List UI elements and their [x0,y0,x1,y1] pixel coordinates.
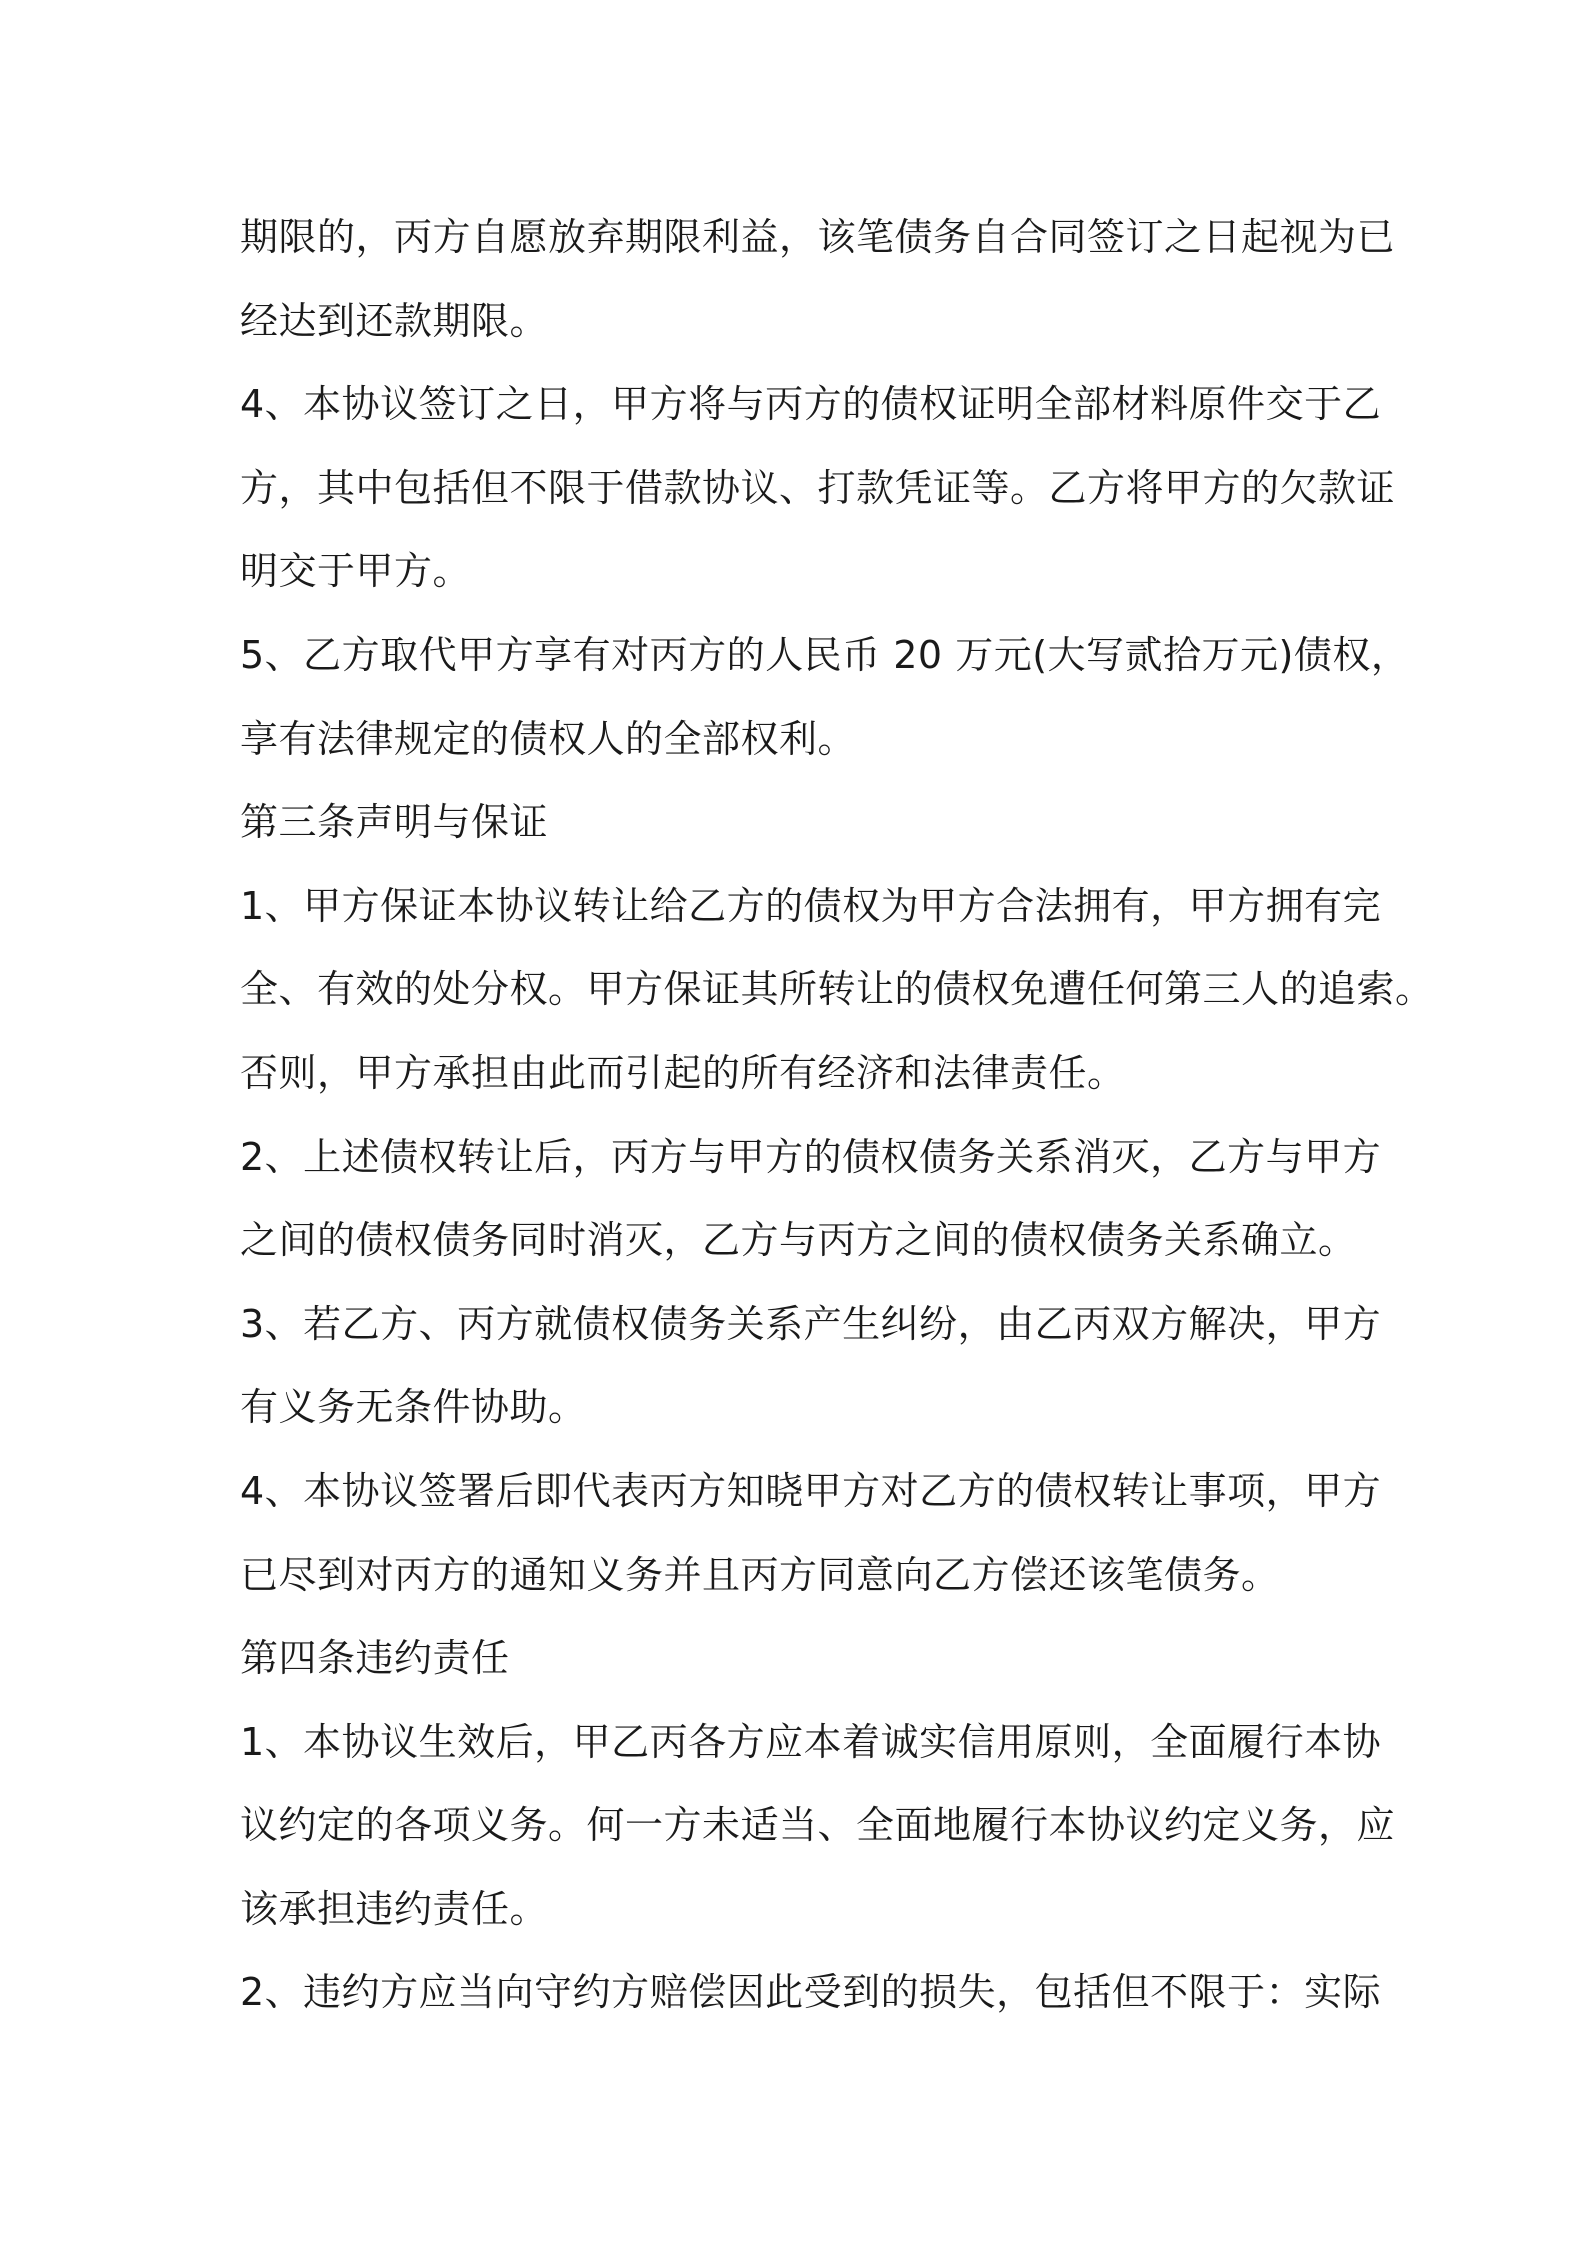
clause-item: 2、上述债权转让后，丙方与甲方的债权债务关系消灭，乙方与甲方 [240,1134,1382,1179]
text-line: 有义务无条件协助。 [240,1385,587,1430]
clause-item: 1、本协议生效后，甲乙丙各方应本着诚实信用原则，全面履行本协 [240,1719,1382,1764]
text-line: 全、有效的处分权。甲方保证其所转让的债权免遭任何第三人的追索。 [240,967,1434,1012]
clause-item: 5、乙方取代甲方享有对丙方的人民币 20 万元(大写贰拾万元)债权， [240,632,1410,677]
text-line: 经达到还款期限。 [240,298,549,343]
text-line: 享有法律规定的债权人的全部权利。 [240,716,857,761]
section-heading: 第三条声明与保证 [240,800,549,845]
text-line: 方，其中包括但不限于借款协议、打款凭证等。乙方将甲方的欠款证 [240,465,1396,510]
clause-item: 1、甲方保证本协议转让给乙方的债权为甲方合法拥有，甲方拥有完 [240,883,1382,928]
clause-item: 3、若乙方、丙方就债权债务关系产生纠纷，由乙丙双方解决，甲方 [240,1301,1382,1346]
text-line: 该承担违约责任。 [240,1886,549,1931]
document-page [240,196,1434,2035]
text-line: 期限的，丙方自愿放弃期限利益，该笔债务自合同签订之日起视为已 [240,215,1396,259]
text-line: 议约定的各项义务。何一方未适当、全面地履行本协议约定义务，应 [240,1803,1396,1848]
clause-item: 2、违约方应当向守约方赔偿因此受到的损失，包括但不限于：实际 [240,1970,1382,2015]
text-line: 否则，甲方承担由此而引起的所有经济和法律责任。 [240,1050,1126,1095]
clause-item: 4、本协议签署后即代表丙方知晓甲方对乙方的债权转让事项，甲方 [240,1468,1382,1513]
section-heading: 第四条违约责任 [240,1636,510,1681]
text-line: 之间的债权债务同时消灭，乙方与丙方之间的债权债务关系确立。 [240,1218,1357,1263]
clause-item: 4、本协议签订之日，甲方将与丙方的债权证明全部材料原件交于乙 [240,382,1382,427]
text-line: 明交于甲方。 [240,549,472,594]
text-line: 已尽到对丙方的通知义务并且丙方同意向乙方偿还该笔债务。 [240,1552,1280,1597]
